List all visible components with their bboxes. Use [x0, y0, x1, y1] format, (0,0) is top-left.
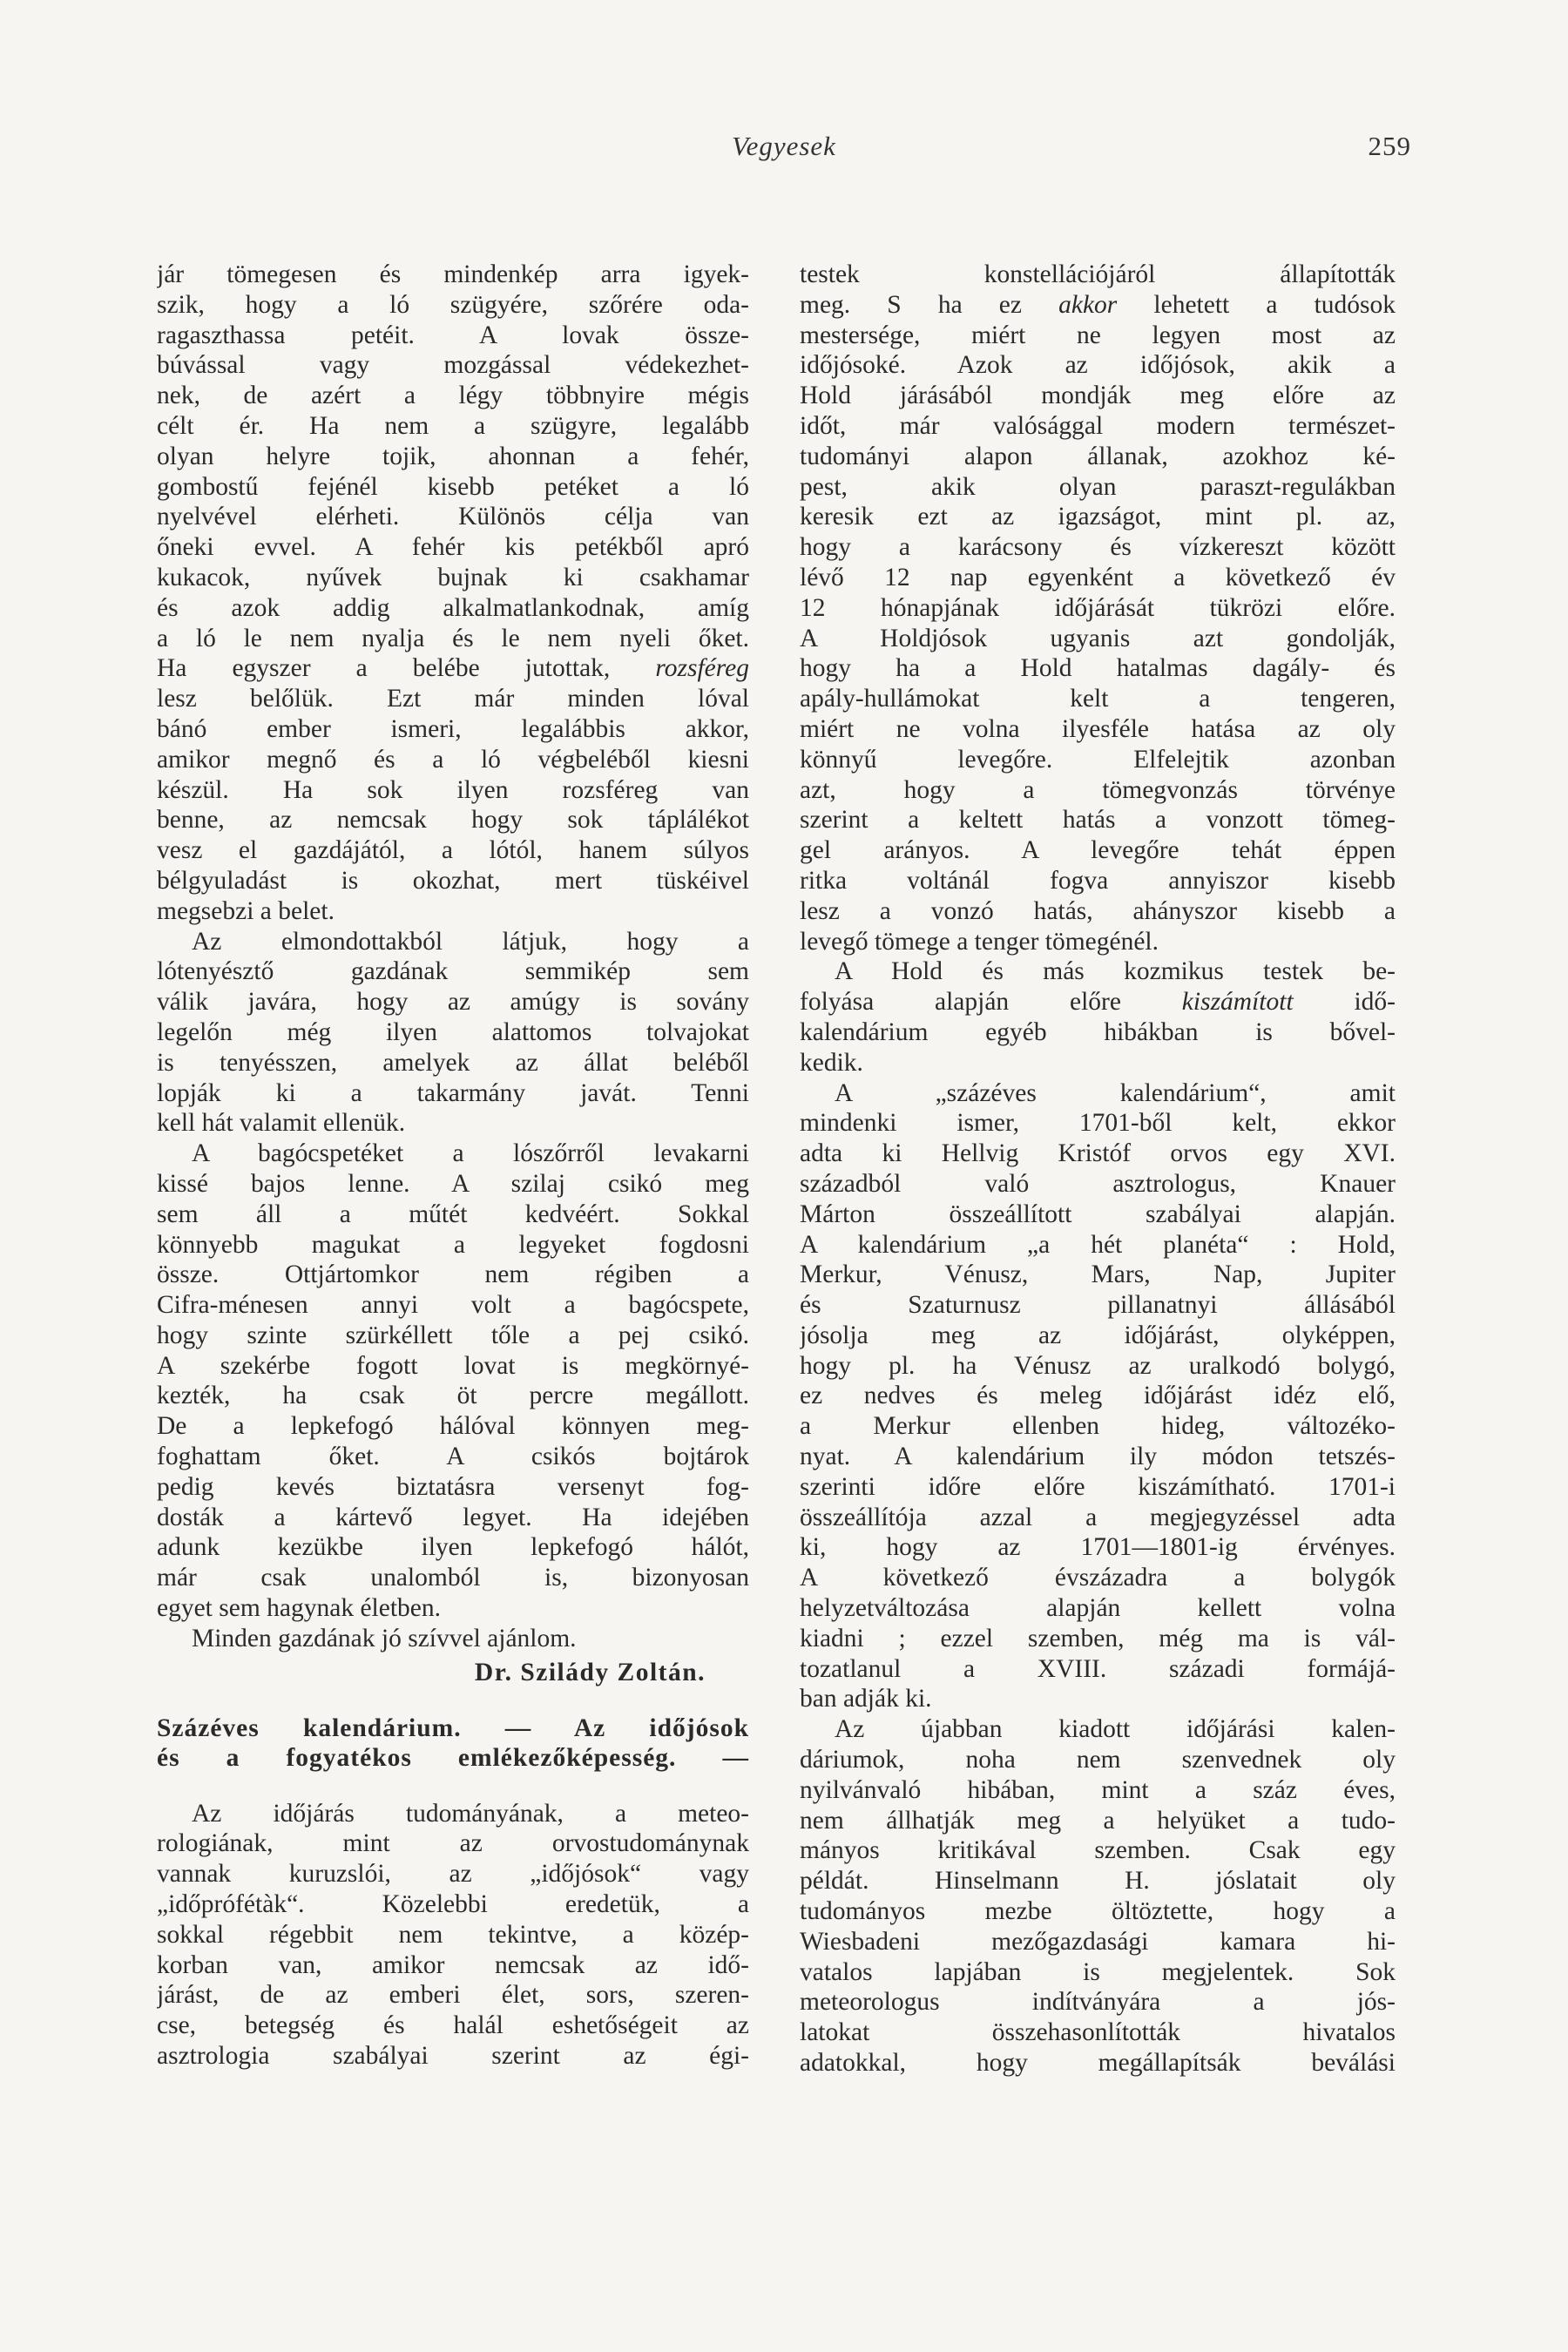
- text-line: ragaszthassa petéit. A lovak össze-: [157, 321, 749, 349]
- text-line: nyat. A kalendárium ily módon tetszés-: [800, 1443, 1396, 1471]
- text-line: azt, hogy a tömegvonzás törvénye: [800, 775, 1396, 804]
- paragraph: [157, 1799, 749, 2072]
- text-line: nyelvével elérheti. Különös célja van: [157, 503, 749, 531]
- text-line: jár tömegesen és mindenkép arra igyek-: [157, 260, 749, 288]
- paragraph: [800, 260, 1396, 956]
- right-column: [800, 260, 1396, 2078]
- text-segment: idő-: [1293, 988, 1396, 1017]
- text-line: pedig kevés biztatásra versenyt fog-: [157, 1472, 749, 1501]
- text-line: sem áll a műtét kedvéért. Sokkal: [157, 1200, 749, 1228]
- text-line: könnyű levegőre. Elfelejtik azonban: [800, 745, 1396, 774]
- text-line: Cifra-ménesen annyi volt a bagócspete,: [157, 1291, 749, 1320]
- text-line: már csak unalomból is, bizonyosan: [157, 1564, 749, 1592]
- text-line: A kalendárium „a hét planéta“ : Hold,: [800, 1230, 1396, 1259]
- text-line: lévő 12 nap egyenként a következő év: [800, 563, 1396, 591]
- text-line: hogy szinte szürkéllett tőle a pej csikó.: [157, 1321, 749, 1349]
- text-line: A Hold és más kozmikus testek be-: [835, 957, 1396, 986]
- text-segment: Ha egyszer a belébe jutottak,: [157, 654, 656, 683]
- text-line: hogy a karácsony és vízkereszt között: [800, 533, 1396, 562]
- text-line: szik, hogy a ló szügyére, szőrére oda-: [157, 290, 749, 319]
- text-line: testek konstellációjáról állapították: [800, 260, 1396, 288]
- text-line: legelőn még ilyen alattomos tolvajokat: [157, 1017, 749, 1046]
- text-line: amikor megnő és a ló végbeléből kiesni: [157, 745, 749, 774]
- paragraph: [157, 260, 749, 927]
- italic-term: akkor: [1058, 290, 1118, 319]
- text-line: kiadni ; ezzel szemben, még ma is vál-: [800, 1624, 1396, 1652]
- text-line: könnyebb magukat a legyeket fogdosni: [157, 1230, 749, 1259]
- paragraph: [157, 927, 749, 1139]
- text-line: lesz a vonzó hatás, ahányszor kisebb a: [800, 896, 1396, 925]
- text-line: vatalos lapjában is megjelentek. Sok: [800, 1957, 1396, 1986]
- text-line: hogy pl. ha Vénusz az uralkodó bolygó,: [800, 1351, 1396, 1380]
- text-line: bélgyuladást is okozhat, mert tüskéivel: [157, 866, 749, 895]
- text-line: Wiesbadeni mezőgazdasági kamara hi-: [800, 1927, 1396, 1956]
- text-line: „időprófétàk“. Közelebbi eredetük, a: [157, 1890, 749, 1919]
- text-line: hogy ha a Hold hatalmas dagály- és: [800, 654, 1396, 683]
- text-line: [800, 987, 1396, 1017]
- text-line: Az időjárás tudományának, a meteo-: [192, 1799, 749, 1828]
- text-line: rologiának, mint az orvostudománynak: [157, 1829, 749, 1858]
- text-line: lótenyésztő gazdának semmikép sem: [157, 957, 749, 986]
- text-line: járást, de az emberi élet, sors, szeren-: [157, 1981, 749, 2010]
- text-line: megsebzi a belet.: [157, 896, 335, 925]
- text-line: századból való asztrologus, Knauer: [800, 1169, 1396, 1198]
- text-line: nyilvánvaló hibában, mint a száz éves,: [800, 1775, 1396, 1804]
- page-number: 259: [1368, 131, 1411, 161]
- text-line: nem állhatják meg a helyüket a tudo-: [800, 1806, 1396, 1835]
- text-line: és azok addig alkalmatlankodnak, amíg: [157, 593, 749, 622]
- text-line: adunk kezükbe ilyen lepkefogó hálót,: [157, 1533, 749, 1562]
- text-line: apály-hullámokat kelt a tengeren,: [800, 685, 1396, 713]
- text-line: példát. Hinselmann H. jóslatait oly: [800, 1867, 1396, 1896]
- text-line: Hold járásából mondják meg előre az: [800, 382, 1396, 410]
- text-line: [157, 653, 749, 684]
- text-line: össze. Ottjártomkor nem régiben a: [157, 1260, 749, 1289]
- text-line: Minden gazdának jó szívvel ajánlom.: [192, 1624, 577, 1652]
- text-line: keresik ezt az igazságot, mint pl. az,: [800, 503, 1396, 531]
- text-line: korban van, amikor nemcsak az idő-: [157, 1950, 749, 1979]
- text-line: [800, 290, 1396, 321]
- text-line: dáriumok, noha nem szenvednek oly: [800, 1746, 1396, 1774]
- text-line: asztrologia szabályai szerint az égi-: [157, 2042, 749, 2071]
- paragraph: [800, 1714, 1396, 2078]
- text-line: A következő évszázadra a bolygók: [800, 1564, 1396, 1592]
- text-line: A Holdjósok ugyanis azt gondolják,: [800, 624, 1396, 652]
- text-line: gombostű fejénél kisebb petéket a ló: [157, 472, 749, 501]
- text-line: ki, hogy az 1701—1801-ig érvényes.: [800, 1533, 1396, 1562]
- text-line: latokat összehasonlították hivatalos: [800, 2018, 1396, 2047]
- text-line: meteorologus indítványára a jós-: [800, 1988, 1396, 2017]
- text-line: lopják ki a takarmány javát. Tenni: [157, 1078, 749, 1107]
- text-line: összeállítója azzal a megjegyzéssel adta: [800, 1503, 1396, 1531]
- text-line: őneki evvel. A fehér kis petékből apró: [157, 533, 749, 562]
- text-line: kell hát valamit ellenük.: [157, 1109, 406, 1138]
- spacer: [157, 1773, 749, 1799]
- text-line: adta ki Hellvig Kristóf orvos egy XVI.: [800, 1139, 1396, 1168]
- author-signature: Dr. Sziládу Zoltán.: [474, 1658, 706, 1686]
- text-line: mindenki ismer, 1701-ből kelt, ekkor: [800, 1109, 1396, 1138]
- text-line: A bagócspetéket a lószőrről levakarni: [192, 1139, 749, 1168]
- text-line: szerint a keltett hatás a vonzott tömeg-: [800, 806, 1396, 835]
- text-line: A szekérbe fogott lovat is megkörnyé-: [157, 1351, 749, 1380]
- text-line: kedik.: [800, 1048, 863, 1077]
- text-line: válik javára, hogy az amúgy is sovány: [157, 988, 749, 1017]
- text-line: Az elmondottakból látjuk, hogy a: [192, 927, 749, 956]
- text-line: tudományi alapon állanak, azokhoz ké-: [800, 442, 1396, 470]
- section-heading: [157, 1713, 749, 1773]
- text-line: benne, az nemcsak hogy sok táplálékot: [157, 806, 749, 835]
- text-line: mányos kritikával szemben. Csak egy: [800, 1836, 1396, 1865]
- text-line: mestersége, miért ne legyen most az: [800, 321, 1396, 349]
- text-line: búvással vagy mozgással védekezhet-: [157, 351, 749, 380]
- text-segment: meg. S ha ez: [800, 290, 1059, 319]
- text-line: nek, de azért a légy többnyire mégis: [157, 382, 749, 410]
- text-line: bánó ember ismeri, legalábbis akkor,: [157, 714, 749, 743]
- text-line: szerinti időre előre kiszámítható. 1701-i: [800, 1472, 1396, 1501]
- text-line: is tenyésszen, amelyek az állat beléből: [157, 1048, 749, 1077]
- text-line: 12 hónapjának időjárását tükrözi előre.: [800, 593, 1396, 622]
- left-column: [157, 260, 749, 2072]
- text-line: és Szaturnusz pillanatnyi állásából: [800, 1291, 1396, 1320]
- text-line: ban adják ki.: [800, 1685, 932, 1713]
- text-line: adatokkal, hogy megállapítsák beválási: [800, 2049, 1396, 2078]
- text-line: célt ér. Ha nem a szügyre, legalább: [157, 411, 749, 440]
- text-segment: lehetett a tudósok: [1117, 290, 1396, 319]
- text-line: gel arányos. A levegőre tehát éppen: [800, 836, 1396, 865]
- text-line: vannak kuruzslói, az „időjósok“ vagy: [157, 1860, 749, 1889]
- text-segment: folyása alapján előre: [800, 988, 1182, 1017]
- text-line: időt, már valósággal modern természet-: [800, 411, 1396, 440]
- text-line: Márton összeállított szabályai alapján.: [800, 1200, 1396, 1228]
- text-line: Merkur, Vénusz, Mars, Nap, Jupiter: [800, 1260, 1396, 1289]
- text-line: készül. Ha sok ilyen rozsféreg van: [157, 775, 749, 804]
- text-line: kissé bajos lenne. A szilaj csikó meg: [157, 1169, 749, 1198]
- text-line: időjósoké. Azok az időjósok, akik a: [800, 351, 1396, 380]
- paragraph: [157, 1139, 749, 1624]
- text-line: jósolja meg az időjárást, olyképpen,: [800, 1321, 1396, 1349]
- text-line: miért ne volna ilyesféle hatása az oly: [800, 714, 1396, 743]
- text-line: olyan helyre tojik, ahonnan a fehér,: [157, 442, 749, 470]
- text-line: vesz el gazdájától, a lótól, hanem súlyos: [157, 836, 749, 865]
- running-title: Vegyesek: [732, 131, 836, 161]
- text-line: De a lepkefogó hálóval könnyen meg-: [157, 1412, 749, 1441]
- text-line: tudományos mezbe öltöztette, hogy a: [800, 1897, 1396, 1926]
- text-line: cse, betegség és halál eshetőségeit az: [157, 2011, 749, 2040]
- text-line: helyzetváltozása alapján kellett volna: [800, 1594, 1396, 1623]
- heading-line: Százéves kalendárium. — Az időjósok: [157, 1713, 749, 1742]
- text-line: kalendárium egyéb hibákban is bővel-: [800, 1017, 1396, 1046]
- text-line: sokkal régebbit nem tekintve, a közép-: [157, 1920, 749, 1949]
- text-line: ritka voltánál fogva annyiszor kisebb: [800, 866, 1396, 895]
- text-line: kezték, ha csak öt percre megállott.: [157, 1382, 749, 1410]
- text-line: dosták a kártevő legyet. Ha idejében: [157, 1503, 749, 1531]
- text-line: a ló le nem nyalja és le nem nyeli őket.: [157, 624, 749, 652]
- text-line: kukacok, nyűvek bujnak ki csakhamar: [157, 563, 749, 591]
- heading-line: és a fogyatékos emlékezőképesség. —: [157, 1743, 749, 1772]
- paragraph: [800, 956, 1396, 1078]
- text-line: egyet sem hagynak életben.: [157, 1594, 442, 1623]
- text-line: tozatlanul a XVIII. századi formájá-: [800, 1654, 1396, 1683]
- text-line: pest, akik olyan paraszt-regulákban: [800, 472, 1396, 501]
- italic-term: kiszámított: [1181, 988, 1294, 1017]
- text-line: a Merkur ellenben hideg, változéko-: [800, 1412, 1396, 1441]
- paragraph: [800, 1078, 1396, 1715]
- text-line: Az újabban kiadott időjárási kalen-: [835, 1715, 1396, 1744]
- text-line: A „százéves kalendárium“, amit: [835, 1078, 1396, 1107]
- page-header: [157, 131, 1411, 174]
- text-line: ez nedves és meleg időjárást idéz elő,: [800, 1382, 1396, 1410]
- text-line: foghattam őket. A csikós bojtárok: [157, 1443, 749, 1471]
- text-line: lesz belőlük. Ezt már minden lóval: [157, 685, 749, 713]
- italic-term: rozsféreg: [655, 654, 749, 683]
- text-line: levegő tömege a tenger tömegénél.: [800, 927, 1159, 956]
